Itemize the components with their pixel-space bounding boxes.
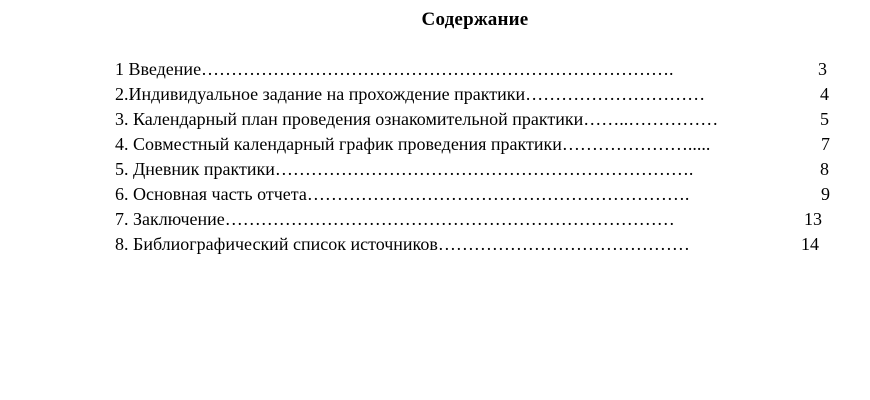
toc-page-number: 13 [804,209,822,229]
toc-page-number: 3 [818,59,827,79]
toc-entry-label: 8. Библиографический список источников…………………………………… [115,234,690,254]
toc-item-main-part [115,183,835,208]
toc-item-introduction [115,58,835,83]
toc-item-calendar-plan [115,108,835,133]
toc-item-individual-task [115,83,835,108]
toc-entry-label: 7. Заключение………………………………………………………………… [115,209,675,229]
toc-page-number: 7 [821,134,830,154]
toc-page-number: 8 [820,159,829,179]
page-title: Содержание [421,9,529,30]
toc-entry-label: 5. Дневник практики……………………………………………………………. [115,159,694,179]
toc-item-bibliography [115,233,835,258]
toc-entry-label: 2.Индивидуальное задание на прохождение практики………………………… [115,84,706,104]
toc-page-number: 5 [820,109,829,129]
toc-entry-label: 3. Календарный план проведения ознакомительной практики……..…………… [115,109,719,129]
toc-page-number: 9 [821,184,830,204]
toc-entry-label: 4. Совместный календарный график проведения практики…………………..... [115,134,711,154]
toc-page-number: 4 [820,84,829,104]
toc-entry-label: 6. Основная часть отчета………………………………………………………. [115,184,690,204]
toc-item-practice-diary [115,158,835,183]
toc-entry-label: 1 Введение……………………………………………………………………. [115,59,674,79]
toc-item-conclusion [115,208,835,233]
table-of-contents [115,58,835,258]
toc-page-number: 14 [801,234,819,254]
toc-item-joint-schedule [115,133,835,158]
